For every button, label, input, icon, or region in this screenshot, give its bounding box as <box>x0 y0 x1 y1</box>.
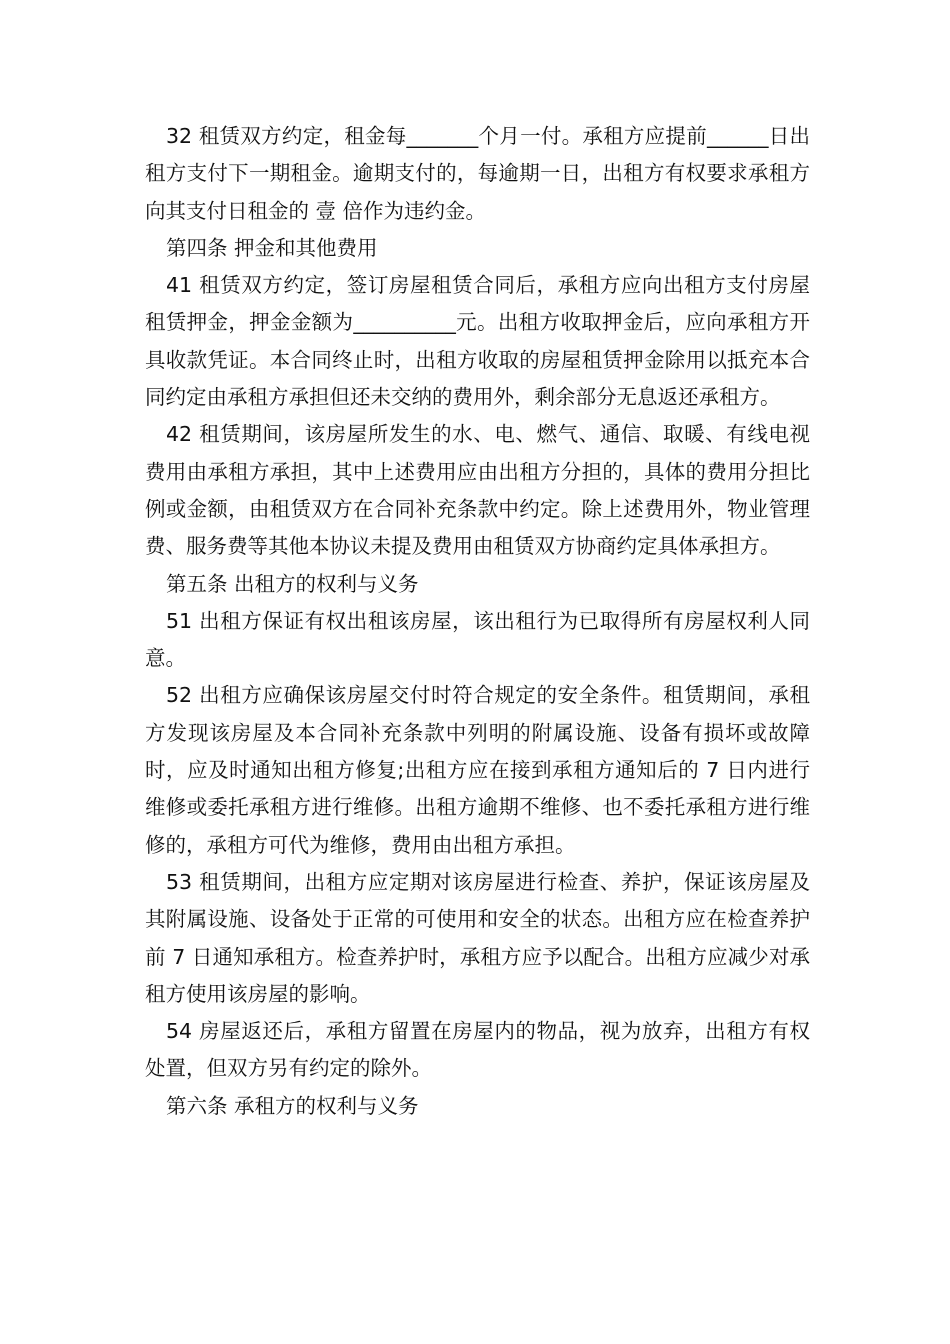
clause-5-4: 54 房屋返还后，承租方留置在房屋内的物品，视为放弃，出租方有权处置，但双方另有约定的除外。 <box>145 1019 810 1081</box>
clause-4-1: 41 租赁双方约定，签订房屋租赁合同后，承租方应向出租方支付房屋租赁押金，押金金额为__________元。出租方收取押金后，应向承租方开具收款凭证。本合同终止时，出租方收取的房屋租赁押金除用以抵充本合同约定由承租方承担但还未交纳的费用外，剩余部分无息返还承租方。 <box>145 273 810 410</box>
article-4-heading: 第四条 押金和其他费用 <box>166 235 378 260</box>
clause-3-2: 32 租赁双方约定，租金每_______个月一付。承租方应提前______日出租方支付下一期租金。逾期支付的，每逾期一日，出租方有权要求承租方向其支付日租金的 壹 倍作为违约金。 <box>145 124 810 223</box>
article-5-heading: 第五条 出租方的权利与义务 <box>166 571 419 596</box>
article-6-heading: 第六条 承租方的权利与义务 <box>166 1093 419 1118</box>
clause-5-2: 52 出租方应确保该房屋交付时符合规定的安全条件。租赁期间，承租方发现该房屋及本合同补充条款中列明的附属设施、设备有损坏或故障时，应及时通知出租方修复;出租方应在接到承租方通知后的 7 日内进行维修或委托承租方进行维修。出租方逾期不维修、也不委托承租方进行维修的，承租方可代为维修，费用由出租方承担。 <box>145 683 810 857</box>
document-page <box>145 118 810 1125</box>
clause-5-1: 51 出租方保证有权出租该房屋，该出租行为已取得所有房屋权利人同意。 <box>145 608 810 671</box>
clause-4-2: 42 租赁期间，该房屋所发生的水、电、燃气、通信、取暖、有线电视费用由承租方承担，其中上述费用应由出租方分担的，具体的费用分担比例或金额，由租赁双方在合同补充条款中约定。除上述费用外，物业管理费、服务费等其他本协议未提及费用由租赁双方协商约定具体承担方。 <box>145 422 810 559</box>
clause-5-3: 53 租赁期间，出租方应定期对该房屋进行检查、养护，保证该房屋及其附属设施、设备处于正常的可使用和安全的状态。出租方应在检查养护前 7 日通知承租方。检查养护时，承租方应予以配合。出租方应减少对承租方使用该房屋的影响。 <box>145 869 810 1006</box>
